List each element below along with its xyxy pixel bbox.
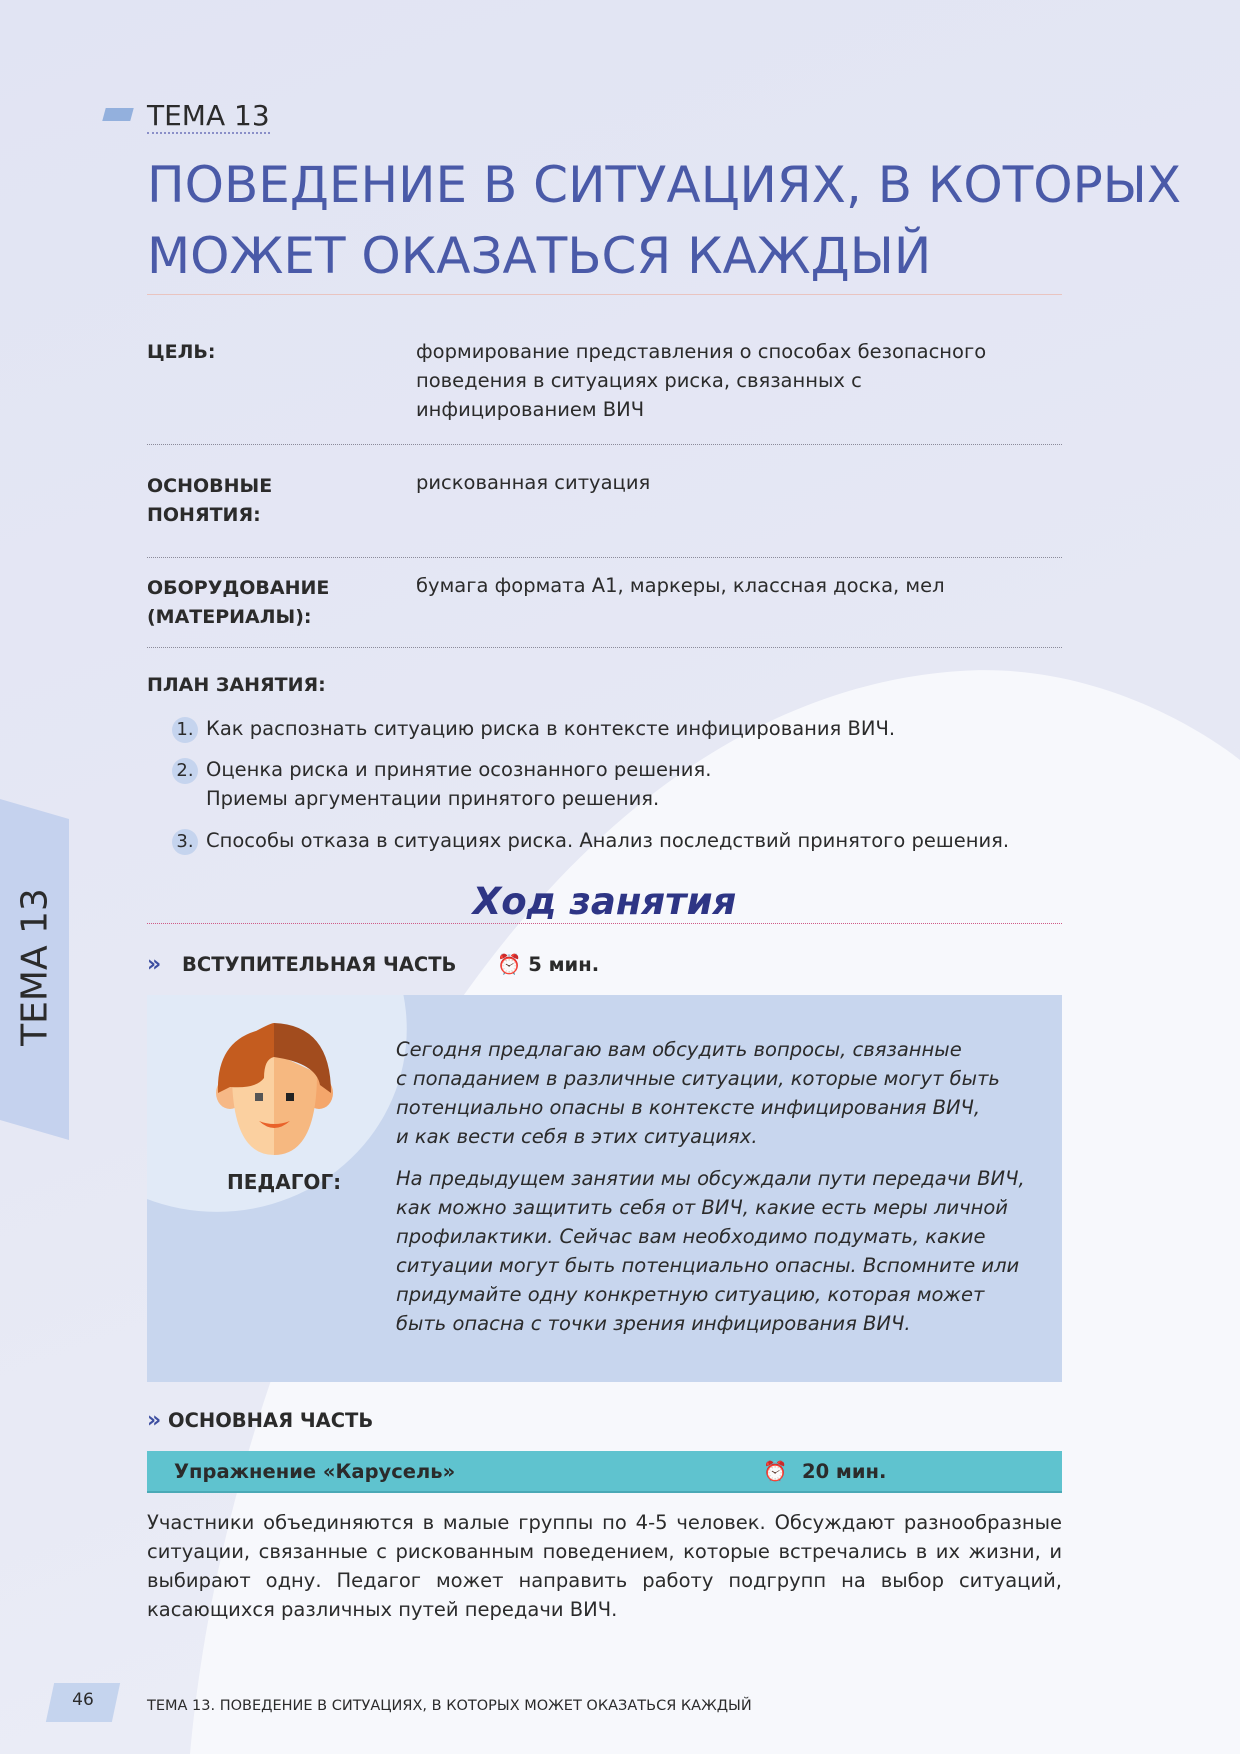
concepts-label: ОСНОВНЫЕ ПОНЯТИЯ:	[147, 475, 273, 526]
teacher-speech-2: На предыдущем занятии мы обсуждали пути передачи ВИЧ, как можно защитить себя от ВИЧ, какие есть меры личной профилактики. Сейчас вам необходимо подумать, какие ситуации могут быть потенциально опасны. Вспомните или придумайте одну конкретную ситуацию, которая может быть опасна с точки зрения инфицирования ВИЧ.	[396, 1167, 1025, 1335]
alarm-clock-icon: ⏰	[763, 1460, 788, 1483]
lesson-title: Ход занятия	[472, 880, 737, 923]
topic-label: ТЕМА 13	[147, 99, 270, 132]
intro-time: 5 мин.	[528, 953, 600, 976]
double-chevron-right-icon: »	[147, 1408, 162, 1433]
intro-heading: » ВСТУПИТЕЛЬНАЯ ЧАСТЬ ⏰ 5 мин.	[147, 952, 600, 977]
page-number: 46	[72, 1690, 94, 1710]
divider	[147, 647, 1062, 648]
equipment-value: бумага формата А1, маркеры, классная доска, мел	[416, 574, 945, 597]
equipment-label: ОБОРУДОВАНИЕ (МАТЕРИАЛЫ):	[147, 577, 330, 628]
exercise-title: Упражнение «Карусель»	[174, 1460, 456, 1483]
divider	[147, 923, 1062, 924]
topic-marker	[102, 108, 133, 121]
speaker-label: ПЕДАГОГ:	[227, 1170, 342, 1194]
page-title: ПОВЕДЕНИЕ В СИТУАЦИЯХ, В КОТОРЫХ МОЖЕТ ОКАЗАТЬСЯ КАЖДЫЙ	[147, 156, 1182, 285]
side-tab-label: ТЕМА 13	[14, 888, 56, 1046]
main-heading: » ОСНОВНАЯ ЧАСТЬ	[147, 1408, 374, 1433]
plan-label: ПЛАН ЗАНЯТИЯ:	[147, 674, 326, 696]
concepts-value: рискованная ситуация	[416, 471, 651, 494]
plan-item: 3. Способы отказа в ситуациях риска. Анализ последствий принятого решения.	[172, 826, 1009, 855]
goal-value: формирование представления о способах безопасного поведения в ситуациях риска, связанных с инфицированием ВИЧ	[416, 340, 987, 421]
plan-item: 1. Как распознать ситуацию риска в контексте инфицирования ВИЧ.	[172, 714, 895, 743]
divider	[147, 444, 1062, 445]
alarm-clock-icon: ⏰	[497, 953, 522, 976]
exercise-time: 20 мин.	[802, 1460, 887, 1483]
teacher-speech-1: Сегодня предлагаю вам обсудить вопросы, связанные с попаданием в различные ситуации, которые могут быть потенциально опасны в контексте инфицирования ВИЧ, и как вести себя в этих ситуациях.	[396, 1038, 1000, 1148]
goal-label: ЦЕЛЬ:	[147, 341, 216, 363]
divider	[147, 557, 1062, 558]
exercise-description: Участники объединяются в малые группы по 4-5 человек. Обсуждают разнообразные ситуации, связанные с рискованным поведением, которые встречались в их жизни, и выбирают одну. Педагог может направить работу подгрупп на выбор ситуаций, касающихся различных путей передачи ВИЧ.	[147, 1511, 1062, 1621]
divider	[147, 294, 1062, 295]
plan-item: 2. Оценка риска и принятие осознанного решения. Приемы аргументации принятого решения.	[172, 755, 711, 813]
exercise-bar	[147, 1451, 1062, 1493]
footer-text: ТЕМА 13. ПОВЕДЕНИЕ В СИТУАЦИЯХ, В КОТОРЫХ МОЖЕТ ОКАЗАТЬСЯ КАЖДЫЙ	[147, 1698, 752, 1714]
double-chevron-right-icon: »	[147, 952, 162, 977]
teacher-avatar	[216, 1023, 333, 1155]
